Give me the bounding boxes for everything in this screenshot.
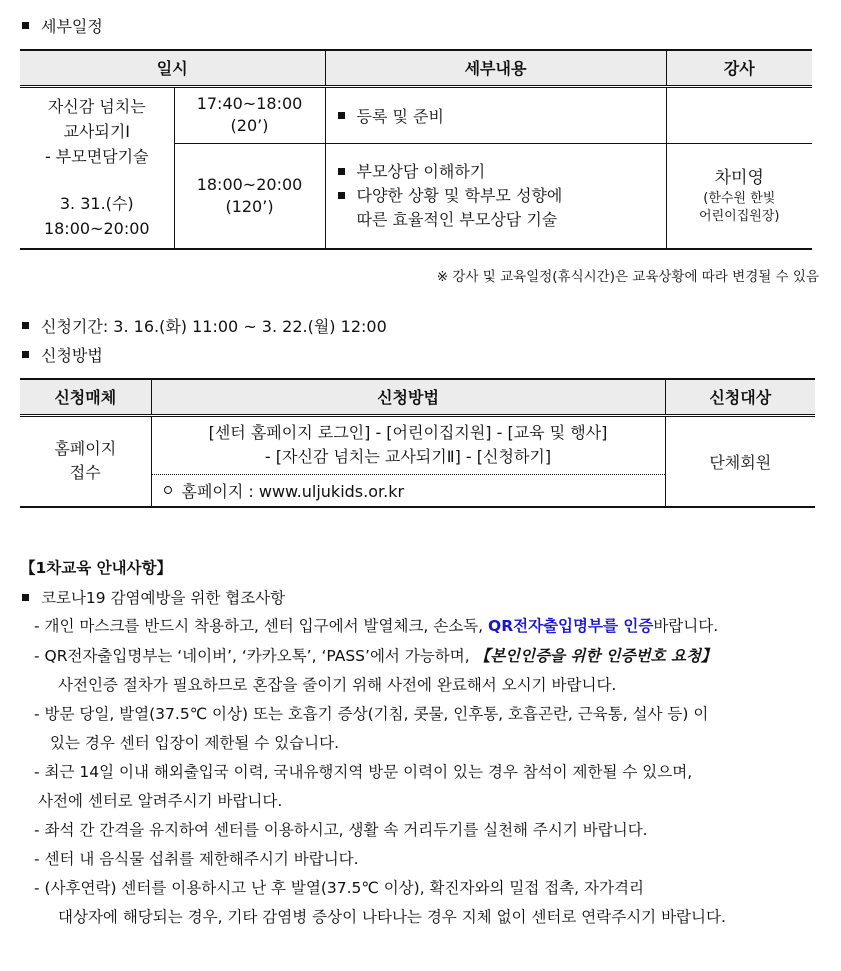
instructor-cell: 차미영 (한수원 한빛 어린이집원장) bbox=[666, 143, 812, 249]
notice-title: 【1차교육 안내사항】 bbox=[20, 559, 172, 577]
event-title-3: - 부모면담기술 bbox=[44, 147, 149, 167]
square-bullet-icon bbox=[338, 112, 345, 119]
time-cell: 17:40~18:00 (20’) bbox=[174, 86, 325, 143]
homepage-cell bbox=[151, 474, 665, 507]
auth-highlight: 【본인인증을 위한 인증번호 요청】 bbox=[474, 647, 717, 665]
notice-item-distance: - 좌석 간 간격을 유지하여 센터를 이용하시고, 생활 속 거리두기를 실천해 주시기 바랍니다. bbox=[34, 821, 648, 839]
homepage-link[interactable]: 홈페이지 : www.uljukids.or.kr bbox=[181, 481, 405, 501]
time-cell: 18:00~20:00 (120’) bbox=[174, 143, 325, 249]
event-time: 18:00~20:00 bbox=[43, 219, 150, 239]
apply-period: 신청기간: 3. 16.(화) 11:00 ~ 3. 22.(월) 12:00 bbox=[22, 314, 387, 336]
instructor-name: 차미영 bbox=[714, 167, 764, 188]
apply-table bbox=[20, 378, 815, 508]
notice-item-food: - 센터 내 음식물 섭취를 제한해주시기 바랍니다. bbox=[34, 850, 359, 868]
content-cell: 부모상담 이해하기 다양한 상황 및 학부모 성향에 따른 효율적인 부모상담 기술 bbox=[325, 143, 666, 249]
header-medium: 신청매체 bbox=[20, 379, 151, 415]
event-date: 3. 31.(수) bbox=[59, 194, 134, 214]
schedule-table bbox=[20, 49, 812, 250]
square-bullet-icon bbox=[22, 22, 29, 29]
square-bullet-icon bbox=[338, 192, 345, 199]
header-content: 세부내용 bbox=[325, 50, 666, 86]
notice-subtitle: 코로나19 감염예방을 위한 협조사항 bbox=[22, 586, 285, 608]
header-method: 신청방법 bbox=[151, 379, 665, 415]
notice-item-contact: - (사후연락) 센터를 이용하시고 난 후 발열(37.5℃ 이상), 확진자와의 밀접 접촉, 자가격리 대상자에 해당되는 경우, 기타 감염병 증상이 나타나는 경우 지체 없이 센터로 연락주시기 바랍니다. bbox=[34, 879, 726, 926]
notice-item-mask: - 개인 마스크를 반드시 착용하고, 센터 입구에서 발열체크, 손소독, QR전자출입명부를 인증바랍니다. bbox=[34, 617, 719, 635]
section-title-schedule: 세부일정 bbox=[22, 14, 103, 36]
qr-highlight: QR전자출입명부를 인증 bbox=[488, 617, 654, 635]
content-cell: 등록 및 준비 bbox=[325, 86, 666, 143]
notice-item-travel: - 최근 14일 이내 해외출입국 이력, 국내유행지역 방문 이력이 있는 경우 참석이 제한될 수 있으며, 사전에 센터로 알려주시기 바랍니다. bbox=[34, 763, 693, 810]
medium-cell: 홈페이지 접수 bbox=[20, 415, 151, 507]
square-bullet-icon bbox=[22, 351, 29, 358]
event-title-1: 자신감 넘치는 bbox=[47, 97, 146, 117]
event-title-2: 교사되기Ⅰ bbox=[63, 122, 131, 142]
header-date: 일시 bbox=[20, 50, 325, 86]
square-bullet-icon bbox=[338, 168, 345, 175]
square-bullet-icon bbox=[22, 594, 29, 601]
square-bullet-icon bbox=[22, 322, 29, 329]
notice-item-qr: - QR전자출입명부는 ‘네이버’, ‘카카오톡’, ‘PASS’에서 가능하며, 【본인인증을 위한 인증번호 요청】 사전인증 절차가 필요하므로 혼잡을 줄이기 위해 사전에 완료해서 오시기 바랍니다. bbox=[34, 647, 717, 694]
event-cell bbox=[20, 86, 174, 249]
section-title-apply-method: 신청방법 bbox=[22, 343, 103, 365]
notice-item-symptoms: - 방문 당일, 발열(37.5℃ 이상) 또는 호흡기 증상(기침, 콧물, 인후통, 호흡곤란, 근육통, 설사 등) 이 있는 경우 센터 입장이 제한될 수 있습니다. bbox=[34, 705, 709, 752]
header-target: 신청대상 bbox=[665, 379, 815, 415]
circle-bullet-icon bbox=[164, 486, 172, 494]
instructor-cell bbox=[666, 86, 812, 143]
target-cell: 단체회원 bbox=[665, 415, 815, 507]
schedule-note: ※ 강사 및 교육일정(휴식시간)은 교육상황에 따라 변경될 수 있음 bbox=[436, 269, 819, 285]
method-cell: [센터 홈페이지 로그인] - [어린이집지원] - [교육 및 행사] - [자신감 넘치는 교사되기Ⅱ] - [신청하기] bbox=[151, 415, 665, 474]
header-instructor: 강사 bbox=[666, 50, 812, 86]
